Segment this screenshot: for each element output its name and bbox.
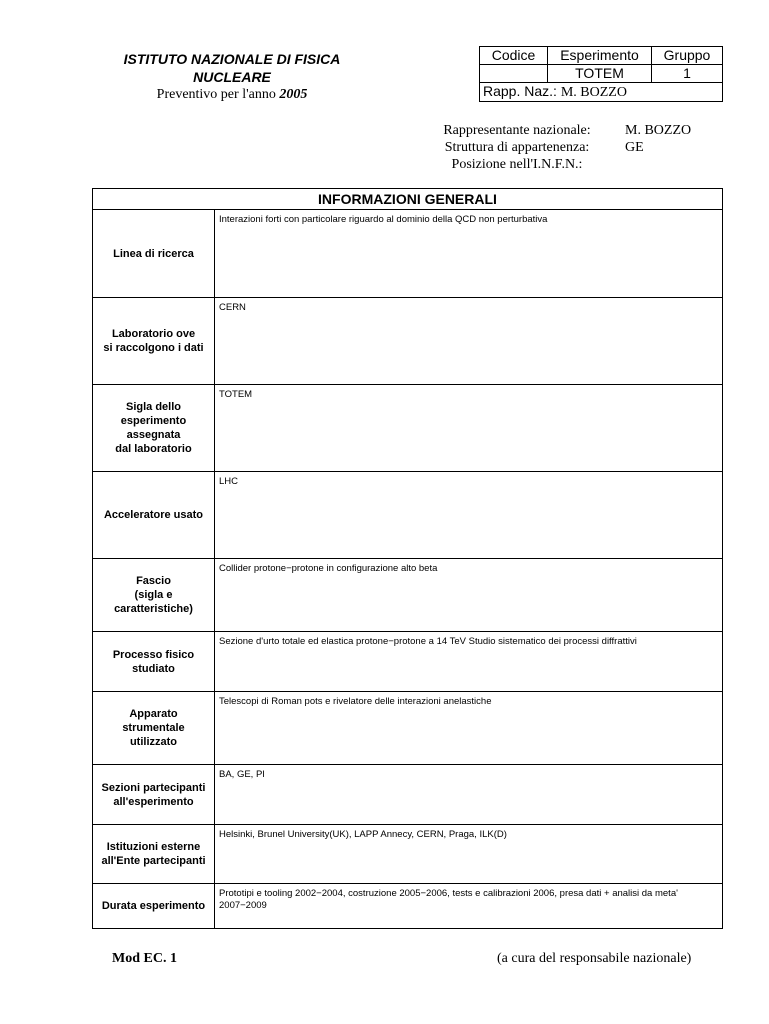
- info-row-sigla-esperimento: [93, 384, 722, 471]
- info-row-durata-esperimento: [93, 883, 722, 928]
- representative-labels: [437, 122, 597, 173]
- info-row-apparato-strumentale: [93, 691, 722, 764]
- general-info-title: INFORMAZIONI GENERALI: [93, 189, 722, 210]
- info-row-value: Prototipi e tooling 2002−2004, costruzione 2005−2006, tests e calibrazioni 2006, presa dati + analisi da meta' 2007−2009: [219, 888, 678, 911]
- info-row-value: Helsinki, Brunel University(UK), LAPP Annecy, CERN, Praga, ILK(D): [219, 829, 507, 840]
- institute-name-line1: ISTITUTO NAZIONALE DI FISICA: [123, 51, 341, 67]
- struttura-value: GE: [625, 140, 644, 155]
- codice-header: Codice: [480, 47, 548, 65]
- info-row-label: Sigla dello esperimento assegnata dal laboratorio: [93, 385, 215, 471]
- esperimento-value: TOTEM: [548, 65, 652, 83]
- info-row-laboratorio: [93, 297, 722, 384]
- rappresentante-label: Rappresentante nazionale:: [443, 123, 591, 138]
- info-row-label: Fascio (sigla e caratteristiche): [93, 559, 215, 631]
- info-row-value: Interazioni forti con particolare riguardo al dominio della QCD non perturbativa: [219, 214, 548, 225]
- info-row-label: Laboratorio ove si raccolgono i dati: [93, 298, 215, 384]
- posizione-label: Posizione nell'I.N.F.N.:: [451, 157, 583, 172]
- info-row-label: Apparato strumentale utilizzato: [93, 692, 215, 764]
- budget-year: 2005: [279, 87, 308, 102]
- responsibility-note: (a cura del responsabile nazionale): [497, 951, 692, 966]
- info-row-label: Istituzioni esterne all'Ente partecipanti: [93, 825, 215, 883]
- budget-prefix: Preventivo per l'anno: [156, 87, 276, 102]
- info-row-fascio: [93, 558, 722, 631]
- model-code: Mod EC. 1: [112, 951, 177, 966]
- info-row-label: Sezioni partecipanti all'esperimento: [93, 765, 215, 824]
- info-row-value: Sezione d'urto totale ed elastica protone−protone a 14 TeV Studio sistematico dei processi diffrattivi: [219, 636, 637, 647]
- general-info-rows: [93, 210, 722, 928]
- institute-header: [112, 50, 352, 104]
- code-table: [479, 46, 723, 102]
- representative-values: [625, 122, 745, 173]
- info-row-istituzioni-esterne: [93, 824, 722, 883]
- posizione-value: [625, 156, 745, 173]
- info-row-linea-di-ricerca: [93, 210, 722, 297]
- struttura-label: Struttura di appartenenza:: [444, 140, 590, 155]
- info-row-label: Linea di ricerca: [93, 210, 215, 297]
- info-row-value: CERN: [219, 302, 246, 313]
- general-info-table: [92, 188, 723, 929]
- institute-name-line2: NUCLEARE: [193, 69, 271, 85]
- rapp-naz-label: Rapp. Naz.:: [483, 83, 557, 99]
- info-row-value: TOTEM: [219, 389, 253, 400]
- rappresentante-value: M. BOZZO: [625, 123, 692, 138]
- budget-year-line: [112, 86, 352, 104]
- info-row-value: BA, GE, PI: [219, 769, 265, 780]
- info-row-value: Collider protone−protone in configurazione alto beta: [219, 563, 438, 574]
- gruppo-value: 1: [652, 65, 723, 83]
- gruppo-header: Gruppo: [652, 47, 723, 65]
- codice-value: [480, 65, 548, 83]
- rapp-naz-cell: [480, 83, 723, 102]
- info-row-label: Durata esperimento: [93, 884, 215, 928]
- info-row-value: Telescopi di Roman pots e rivelatore delle interazioni anelastiche: [219, 696, 492, 707]
- info-row-value: LHC: [219, 476, 239, 487]
- info-row-label: Acceleratore usato: [93, 472, 215, 558]
- info-row-acceleratore: [93, 471, 722, 558]
- esperimento-header: Esperimento: [548, 47, 652, 65]
- info-row-processo-fisico: [93, 631, 722, 691]
- info-row-label: Processo fisico studiato: [93, 632, 215, 691]
- info-row-sezioni-partecipanti: [93, 764, 722, 824]
- rapp-naz-value: M. BOZZO: [560, 85, 627, 100]
